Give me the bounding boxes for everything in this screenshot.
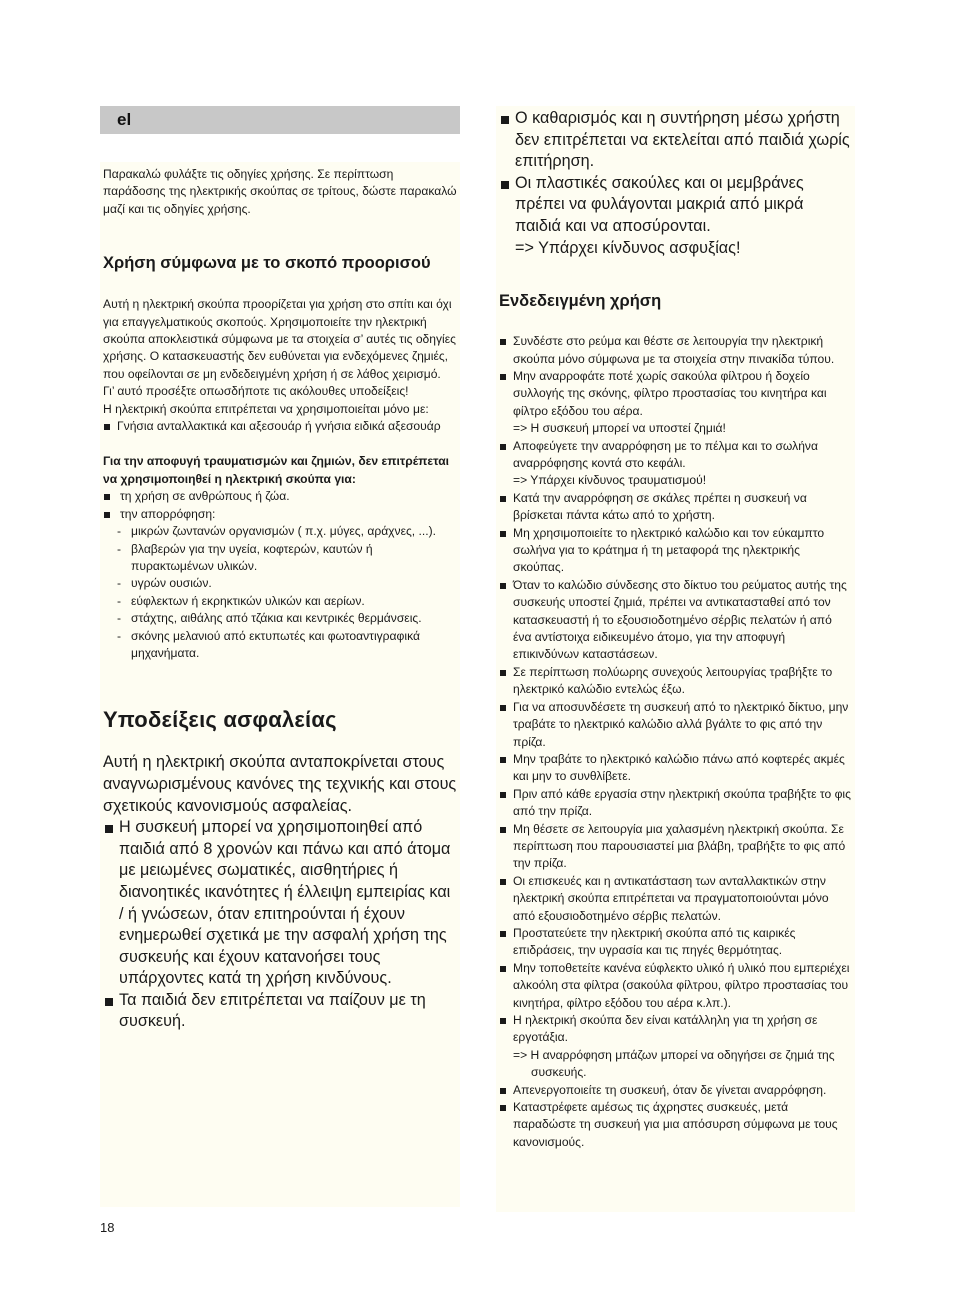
prohibited-heading: Για την αποφυγή τραυματισμών και ζημιών, δεν επιτρέπεται να χρησιμοποιηθεί η ηλεκτρική σκούπα για: (103, 454, 450, 486)
list-item-note: => Η συσκευή μπορεί να υποστεί ζημιά! (513, 421, 726, 436)
proper-use-heading: Ενδεδειγμένη χρήση (499, 292, 662, 311)
list-item-text: Καταστρέφετε αμέσως τις άχρηστες συσκευές, μετά παραδώστε τη συσκευή για μια απόσυρση σύμφωνα με τους κανονισμούς. (513, 1100, 838, 1149)
right-column (496, 106, 855, 1212)
proper-use-list (499, 333, 852, 1151)
list-item (499, 925, 852, 960)
list-item (499, 699, 852, 751)
list-item: - εύφλεκτων ή εκρηκτικών υλικών και αερίων. (117, 593, 457, 610)
intended-use-heading: Χρήση σύμφωνα με το σκοπό προορισού (103, 254, 431, 273)
list-item (499, 751, 852, 786)
list-item-text: Πριν από κάθε εργασία στην ηλεκτρική σκούπα τραβήξτε το φις από την πρίζα. (513, 786, 851, 819)
intro-text: Παρακαλώ φυλάξτε τις οδηγίες χρήσης. Σε περίπτωση παράδοσης της ηλεκτρικής σκούπας σε τρίτους, δώστε παρακαλώ μαζί και τις οδηγίες χρήσης. (103, 167, 457, 216)
list-item (499, 821, 852, 873)
language-label: el (117, 110, 132, 129)
list-item: - σκόνης μελανιού από εκτυπωτές και φωτοαντιγραφικά μηχανήματα. (117, 628, 457, 663)
list-item-note: => Υπάρχει κίνδυνος τραυματισμού! (513, 473, 707, 488)
list-item (499, 438, 852, 490)
list-item-text: Κατά την αναρρόφηση σε σκάλες πρέπει η συσκευή να βρίσκεται πάντα κάτω από το χρήστη. (513, 490, 807, 523)
list-item-text: Οι επισκευές και η αντικατάσταση των ανταλλακτικών στην ηλεκτρική σκούπα επιτρέπεται να πραγματοποιούνται μόνο από εξουσιοδοτημένο σέρβις πελατών. (513, 873, 829, 923)
list-item (499, 960, 852, 1012)
list-item: Ο καθαρισμός και η συντήρηση μέσω χρήστη δεν επιτρέπεται να εκτελείται από παιδιά χωρίς επιτήρηση. (499, 108, 852, 173)
page-number: 18 (100, 1220, 115, 1235)
intended-use-text: Αυτή η ηλεκτρική σκούπα προορίζεται για χρήση στο σπίτι και όχι για επαγγελματικούς σκοπούς. Χρησιμοποιείτε την ηλεκτρική σκούπα αποκλειστικά σύμφωνα με τα στοιχεία σ’ αυτές τις οδηγίες χρήσης. Ο κατασκευαστής δεν ευθύνεται για ενδεχόμενες ζημιές, που οφείλονται σε μη ενδεδειγμένη χρήση ή σε λάθος χειρισμό. (103, 297, 456, 381)
list-item (499, 525, 852, 577)
suffocation-warning: => Υπάρχει κίνδυνος ασφυξίας! (515, 238, 741, 257)
list-item: - μικρών ζωντανών οργανισμών ( π.χ. μύγες, αράχνες, ...). (117, 523, 457, 540)
list-item (499, 786, 852, 821)
list-item (499, 873, 852, 925)
list-item (499, 664, 852, 699)
list-item-text: Αποφεύγετε την αναρρόφηση με το πέλμα και το σωλήνα αναρρόφησης κοντά στο κεφάλι. (513, 438, 818, 470)
list-item (499, 368, 852, 438)
safety-intro: Αυτή η ηλεκτρική σκούπα ανταποκρίνεται στους αναγνωρισμένους κανόνες της τεχνικής και στους σχετικούς κανονισμούς ασφαλείας. (103, 753, 457, 815)
list-item-text: Η ηλεκτρική σκούπα δεν είναι κατάλληλη για τη χρήση σε εργοτάξια. (513, 1013, 818, 1045)
list-item-note: => Η αναρρόφηση μπάζων μπορεί να οδηγήσει σε ζημιά της συσκευής. (513, 1047, 835, 1080)
list-item: Τα παιδιά δεν επιτρέπεται να παίζουν με τη συσκευή. (103, 990, 457, 1033)
list-item-text: Απενεργοποιείτε τη συσκευή, όταν δε γίνεται αναρρόφηση. (513, 1082, 827, 1097)
safety-list (103, 817, 457, 1033)
suction-list (103, 523, 457, 662)
allowed-intro: Η ηλεκτρική σκούπα επιτρέπεται να χρησιμοποιείται μόνο με: (103, 401, 429, 416)
allowed-list (103, 418, 457, 435)
list-item (499, 1012, 852, 1082)
list-item: Η συσκευή μπορεί να χρησιμοποιηθεί από παιδιά από 8 χρονών και πάνω και από άτομα με μειωμένες σωματικές, αισθητήριες ή διανοητικές ικανότητες ή έλλειψη εμπειρίας και / ή γνώσεων, όταν επιτηρούνται ή έχουν ενημερωθεί σχετικά με την ασφαλή χρήση της συσκευής και έχουν κατανοήσει τους υπάρχοντες κατά τη χρήση κινδύνους. (103, 817, 457, 990)
list-item (499, 490, 852, 525)
list-item-text: Μην τοποθετείτε κανένα εύφλεκτο υλικό ή υλικό που εμπεριέχει αλκοόλη στα φίλτρα (σακούλα φίλτρου, φίλτρο προστασίας του κινητήρα, φίλτρο εξόδου του αέρα κ.λπ.). (513, 960, 850, 1010)
list-item: - βλαβερών για την υγεία, κοφτερών, καυτών ή πυρακτωμένων υλικών. (117, 541, 457, 576)
list-item: τη χρήση σε ανθρώπους ή ζώα. (103, 488, 457, 505)
list-item-text: Για να αποσυνδέσετε τη συσκευή από το ηλεκτρικό δίκτυο, μην τραβάτε το ηλεκτρικό καλώδιο αλλά βγάλτε το φις από την πρίζα. (513, 699, 849, 749)
list-item-text: Όταν το καλώδιο σύνδεσης στο δίκτυο του ρεύματος αυτής της συσκευής υποστεί ζημιά, πρέπει να αντικατασταθεί από τον κατασκευαστή ή το εξουσιοδοτημένο σέρβις πελατών ή από ένα αντίστοιχα ειδικευμένο άτομο, για την αποφυγή επικινδύνων καταστάσεων. (513, 577, 847, 662)
list-item (499, 1099, 852, 1151)
attention-text: Γι’ αυτό προσέξτε οπωσδήποτε τις ακόλουθες υποδείξεις! (103, 384, 409, 399)
language-tab (100, 106, 460, 134)
list-item-text: Σε περίπτωση πολύωρης συνεχούς λειτουργίας τραβήξτε το ηλεκτρικό καλώδιο εντελώς έξω. (513, 664, 833, 697)
list-item-text: Μην αναρροφάτε ποτέ χωρίς σακούλα φίλτρου ή δοχείο συλλογής της σκόνης, φίλτρο προστασίας του κινητήρα και φίλτρο εξόδου του αέρα. (513, 368, 827, 418)
list-item: Οι πλαστικές σακούλες και οι μεμβράνες πρέπει να φυλάγονται μακριά από μικρά παιδιά και να αποσύρονται. (499, 173, 852, 238)
top-safety-list (499, 108, 852, 238)
list-item-text: Προστατεύετε την ηλεκτρική σκούπα από τις καιρικές επιδράσεις, την υγρασία και τις πηγές θερμότητας. (513, 925, 796, 958)
prohibited-list (103, 488, 457, 523)
list-item: Γνήσια ανταλλακτικά και αξεσουάρ ή γνήσια ειδικά αξεσουάρ (103, 418, 457, 435)
list-item (499, 577, 852, 664)
list-item-text: Μη θέσετε σε λειτουργία μια χαλασμένη ηλεκτρική σκούπα. Σε περίπτωση που παρουσιαστεί μια βλάβη, τραβήξτε το φις από την πρίζα. (513, 821, 846, 871)
list-item: - στάχτης, αιθάλης από τζάκια και κεντρικές θερμάνσεις. (117, 610, 457, 627)
list-item: - υγρών ουσιών. (117, 575, 457, 592)
list-item-text: Μη χρησιμοποιείτε το ηλεκτρικό καλώδιο και τον εύκαμπτο σωλήνα για το κράτημα ή τη μεταφορά της ηλεκτρικής σκούπας. (513, 525, 825, 575)
list-item (499, 333, 852, 368)
list-item-text: Συνδέστε στο ρεύμα και θέστε σε λειτουργία την ηλεκτρική σκούπα μόνο σύμφωνα με τα στοιχεία στην πινακίδα τύπου. (513, 334, 835, 366)
list-item (499, 1082, 852, 1099)
list-item-text: Μην τραβάτε το ηλεκτρικό καλώδιο πάνω από κοφτερές ακμές και μην το συνθλίβετε. (513, 751, 845, 784)
left-column (100, 162, 460, 1207)
safety-heading: Υποδείξεις ασφαλείας (103, 707, 337, 733)
list-item: την απορρόφηση: (103, 506, 457, 523)
